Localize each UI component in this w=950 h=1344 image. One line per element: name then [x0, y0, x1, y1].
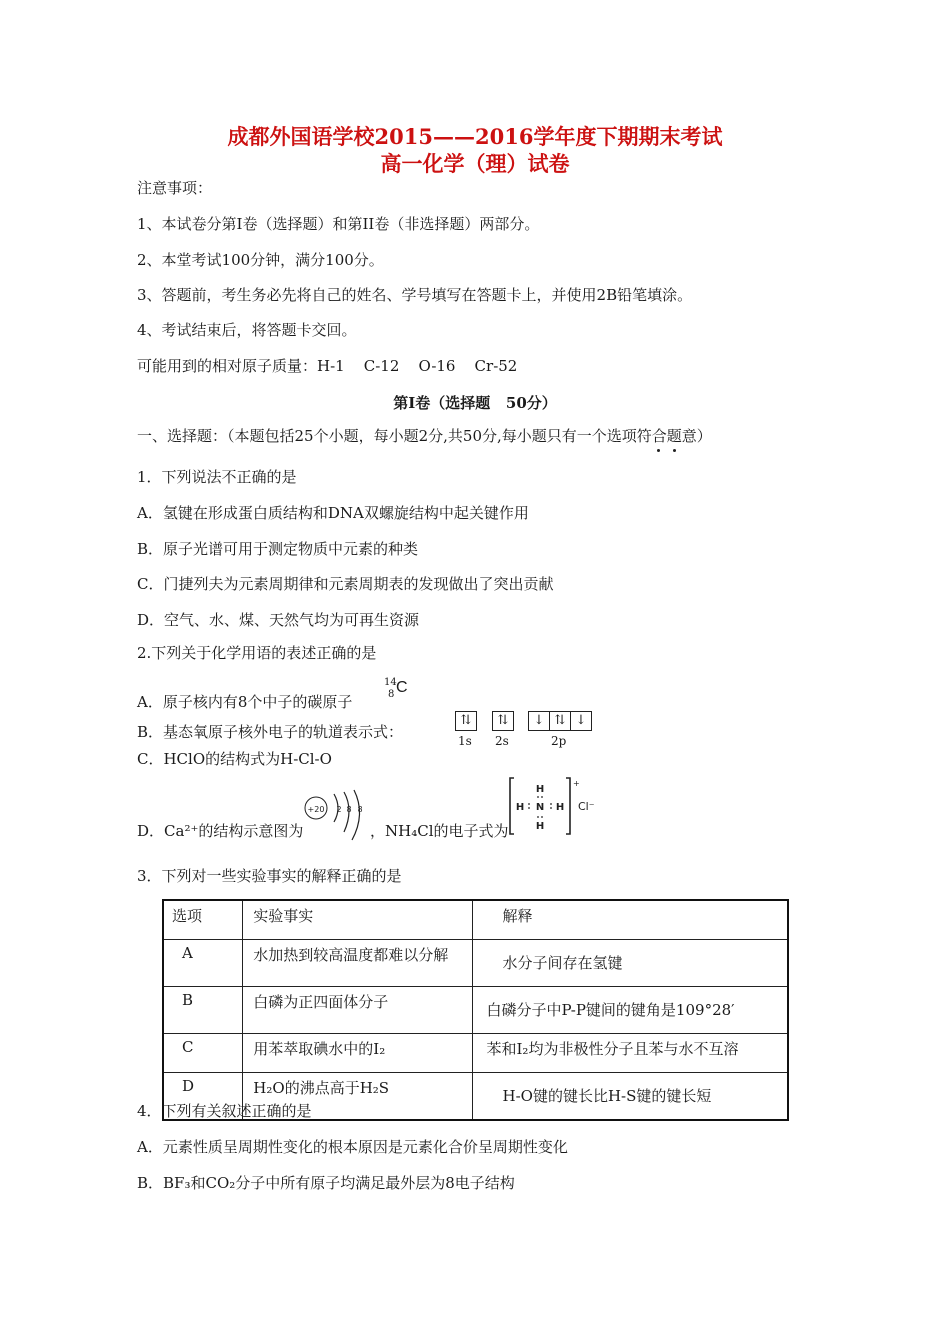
q2-option-d-part2: ，NH₄Cl的电子式为	[370, 822, 509, 840]
h-atom-bottom: H	[535, 821, 545, 832]
orbital-box-2p-3: ↓	[570, 711, 592, 731]
note-2: 2、本堂考试100分钟，满分100分。	[137, 251, 384, 269]
row-b-fact: 白磷为正四面体分子	[243, 987, 472, 1034]
row-a-option: A	[163, 940, 243, 987]
q4-stem: 4．下列有关叙述正确的是	[137, 1102, 312, 1120]
q2-option-c: C．HClO的结构式为H-Cl-O	[137, 750, 332, 768]
row-b-explanation: 白磷分子中P-P键间的键角是109°28′	[472, 987, 788, 1034]
q4-option-b: B．BF₃和CO₂分子中所有原子均满足最外层为8电子结构	[137, 1174, 515, 1192]
q2-stem: 2.下列关于化学用语的表述正确的是	[137, 644, 377, 662]
row-c-explanation: 苯和I₂均为非极性分子且苯与水不互溶	[472, 1034, 788, 1073]
atomic-masses: 可能用到的相对原子质量：H-1 C-12 O-16 Cr-52	[137, 357, 518, 375]
q2-option-a: A．原子核内有8个中子的碳原子	[137, 693, 353, 711]
ca-nucleus-label: +20	[307, 805, 325, 814]
isotope-atomic-number: 8	[388, 689, 395, 700]
row-d-fact: H₂O的沸点高于H₂S	[243, 1073, 472, 1121]
ca-ion-structure-diagram	[302, 788, 374, 848]
q1-option-d: D．空气、水、煤、天然气均为可再生资源	[137, 611, 420, 629]
emphasis-dot	[673, 449, 676, 452]
q2-option-b: B．基态氧原子核外电子的轨道表示式：	[137, 723, 404, 741]
n-atom: N	[535, 802, 545, 813]
h-atom-left: H	[515, 802, 525, 813]
ca-shell-3: 8	[357, 805, 363, 814]
ca-shell-2: 8	[346, 805, 352, 814]
q1-stem: 1．下列说法不正确的是	[137, 468, 297, 486]
isotope-mass-number: 14	[384, 677, 397, 688]
orbital-box-2p-2: ⇅	[549, 711, 571, 731]
isotope-symbol: C	[396, 679, 408, 696]
table-row	[163, 987, 788, 1034]
q2-option-d-part1: D．Ca²⁺的结构示意图为	[137, 822, 304, 840]
table-row	[163, 940, 788, 987]
q3-stem: 3．下列对一些实验事实的解释正确的是	[137, 867, 402, 885]
table-row	[163, 1034, 788, 1073]
row-d-explanation: H-O键的键长比H-S键的键长短	[472, 1073, 788, 1121]
header-explanation: 解释	[472, 900, 788, 940]
row-a-fact: 水加热到较高温度都难以分解	[243, 940, 472, 987]
table-header-row	[163, 900, 788, 940]
note-3: 3、答题前，考生务必先将自己的姓名、学号填写在答题卡上，并使用2B铅笔填涂。	[137, 286, 693, 304]
nh4cl-electron-formula	[508, 776, 598, 838]
row-c-fact: 用苯萃取碘水中的I₂	[243, 1034, 472, 1073]
q1-option-a: A．氢键在形成蛋白质结构和DNA双螺旋结构中起关键作用	[137, 504, 529, 522]
orbital-box-2p-1: ↓	[528, 711, 550, 731]
h-atom-top: H	[535, 784, 545, 795]
ca-shell-1: 2	[336, 805, 342, 814]
exam-subtitle: 高一化学（理）试卷	[380, 151, 570, 176]
h-atom-right: H	[555, 802, 565, 813]
q4-option-a: A．元素性质呈周期性变化的根本原因是元素化合价呈周期性变化	[137, 1138, 568, 1156]
q3-table	[162, 899, 789, 1121]
header-fact: 实验事实	[243, 900, 472, 940]
orbital-box-2s: ⇅	[492, 711, 514, 731]
emphasis-dot	[657, 449, 660, 452]
orbital-label-2s: 2s	[495, 734, 509, 748]
notes-heading: 注意事项：	[137, 179, 213, 197]
row-b-option: B	[163, 987, 243, 1034]
note-4: 4、考试结束后，将答题卡交回。	[137, 321, 357, 339]
row-c-option: C	[163, 1034, 243, 1073]
row-d-option: D	[163, 1073, 243, 1121]
orbital-box-1s: ⇅	[455, 711, 477, 731]
section-title: 第I卷（选择题 50分）	[393, 394, 557, 412]
ammonium-charge: +	[573, 779, 580, 788]
header-option: 选项	[163, 900, 243, 940]
exam-title: 成都外国语学校2015——2016学年度下期期末考试	[227, 124, 723, 149]
section-instruction: 一、选择题：（本题包括25个小题，每小题2分,共50分,每小题只有一个选项符合题意）	[137, 427, 712, 445]
chloride-ion: Cl⁻	[578, 800, 595, 813]
orbital-label-1s: 1s	[458, 734, 472, 748]
q1-option-c: C．门捷列夫为元素周期律和元素周期表的发现做出了突出贡献	[137, 575, 554, 593]
q1-option-b: B．原子光谱可用于测定物质中元素的种类	[137, 540, 419, 558]
orbital-label-2p: 2p	[551, 734, 567, 748]
note-1: 1、本试卷分第I卷（选择题）和第II卷（非选择题）两部分。	[137, 215, 540, 233]
row-a-explanation: 水分子间存在氢键	[472, 940, 788, 987]
